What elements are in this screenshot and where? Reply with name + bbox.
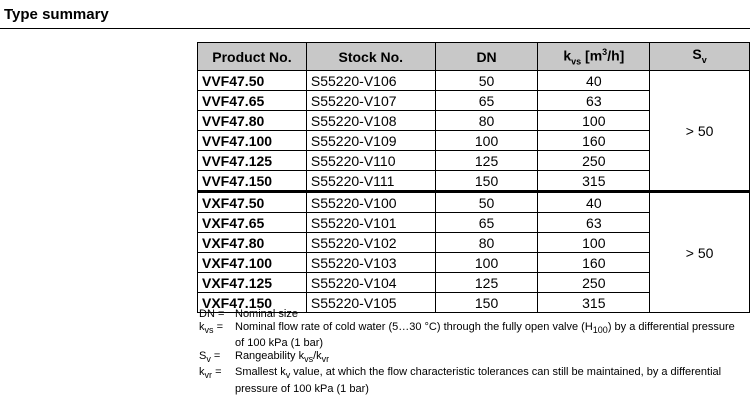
legend-sv xyxy=(199,350,735,366)
cell-dn: 150 xyxy=(435,293,538,313)
cell-kvs: 250 xyxy=(538,151,650,171)
legend-sv-term xyxy=(199,350,235,366)
legend-kvs-term-main: k xyxy=(199,321,205,333)
cell-dn: 50 xyxy=(435,71,538,91)
cell-dn: 65 xyxy=(435,213,538,233)
legend-kvr-term-sub: vr xyxy=(204,370,212,381)
cell-kvs: 315 xyxy=(538,293,650,313)
table-header-row xyxy=(198,43,750,71)
legend-kvr-def-sub: v xyxy=(285,370,291,381)
cell-kvs: 250 xyxy=(538,273,650,293)
cell-kvs: 40 xyxy=(538,71,650,91)
cell-dn: 80 xyxy=(435,233,538,253)
cell-product: VVF47.100 xyxy=(198,131,307,151)
legend-dn xyxy=(199,308,735,321)
cell-stock: S55220-V109 xyxy=(306,131,435,151)
header-kvs-main: k xyxy=(563,47,572,64)
type-summary-table xyxy=(197,42,750,313)
cell-stock: S55220-V103 xyxy=(306,253,435,273)
cell-kvs: 100 xyxy=(538,233,650,253)
header-kvs-sub: vs xyxy=(571,56,582,67)
header-kvs-unit-open: [m xyxy=(581,47,603,64)
cell-stock: S55220-V110 xyxy=(306,151,435,171)
header-product: Product No. xyxy=(198,43,307,71)
legend-kvr xyxy=(199,366,735,395)
header-sv xyxy=(650,43,750,71)
cell-dn: 50 xyxy=(435,192,538,213)
cell-sv: > 50 xyxy=(650,192,750,313)
legend-dn-term xyxy=(199,308,235,321)
cell-kvs: 100 xyxy=(538,111,650,131)
legend-kvs-def xyxy=(235,321,735,350)
page-title: Type summary xyxy=(4,6,109,23)
header-kvs-unit-sup: 3 xyxy=(602,47,608,57)
legend-dn-def: Nominal size xyxy=(235,308,298,320)
legend-kvr-def-a: Smallest k xyxy=(235,366,286,379)
cell-dn: 100 xyxy=(435,253,538,273)
cell-kvs: 40 xyxy=(538,192,650,213)
legend-kvr-term-main: k xyxy=(199,366,205,379)
cell-dn: 100 xyxy=(435,131,538,151)
cell-kvs: 160 xyxy=(538,253,650,273)
header-kvs-unit-close: /h] xyxy=(607,47,625,64)
header-sv-main: S xyxy=(692,45,702,62)
cell-product: VXF47.150 xyxy=(198,293,307,313)
legend-sv-def-sub2: vr xyxy=(321,354,330,365)
cell-product: VXF47.65 xyxy=(198,213,307,233)
legend-sv-def-mid: /k xyxy=(313,350,322,363)
cell-stock: S55220-V105 xyxy=(306,293,435,313)
cell-kvs: 63 xyxy=(538,213,650,233)
cell-kvs: 63 xyxy=(538,91,650,111)
table-row xyxy=(198,192,750,213)
legend-kvr-eq: = xyxy=(215,366,222,379)
cell-product: VVF47.50 xyxy=(198,71,307,91)
legend-dn-term-text: DN xyxy=(199,308,215,320)
legend-sv-term-sub: v xyxy=(206,354,211,365)
table-body xyxy=(198,71,750,313)
legend-kvs-def-b: ) by a differential pressure of 100 kPa (1 bar) xyxy=(235,321,735,350)
cell-stock: S55220-V102 xyxy=(306,233,435,253)
cell-stock: S55220-V108 xyxy=(306,111,435,131)
cell-stock: S55220-V101 xyxy=(306,213,435,233)
legend-sv-eq: = xyxy=(213,350,221,363)
cell-kvs: 315 xyxy=(538,171,650,192)
legend-sv-def-sub1: vs xyxy=(304,354,314,365)
header-sv-sub: v xyxy=(701,54,707,65)
legend xyxy=(199,308,735,396)
legend-kvs-def-a: Nominal flow rate of cold water (5…30 °C) through the fully open valve (H xyxy=(235,321,593,333)
legend-kvr-term xyxy=(199,366,235,395)
cell-product: VVF47.125 xyxy=(198,151,307,171)
cell-product: VVF47.150 xyxy=(198,171,307,192)
legend-sv-def xyxy=(235,350,735,366)
cell-product: VXF47.50 xyxy=(198,192,307,213)
legend-sv-term-main: S xyxy=(199,350,207,363)
legend-kvr-def-b: value, at which the flow characteristic tolerances can still be maintained, by a differential pressure of 100 kPa (1 bar) xyxy=(235,366,722,395)
cell-sv: > 50 xyxy=(650,71,750,192)
cell-product: VVF47.65 xyxy=(198,91,307,111)
legend-dn-eq: = xyxy=(217,308,225,320)
legend-kvs xyxy=(199,321,735,350)
header-stock: Stock No. xyxy=(306,43,435,71)
cell-dn: 150 xyxy=(435,171,538,192)
header-kvs xyxy=(538,43,650,71)
cell-kvs: 160 xyxy=(538,131,650,151)
legend-kvs-term xyxy=(199,321,235,350)
cell-product: VXF47.80 xyxy=(198,233,307,253)
legend-sv-def-a: Rangeability k xyxy=(235,350,305,363)
cell-stock: S55220-V104 xyxy=(306,273,435,293)
title-divider xyxy=(0,28,750,29)
header-dn: DN xyxy=(435,43,538,71)
cell-dn: 80 xyxy=(435,111,538,131)
cell-product: VVF47.80 xyxy=(198,111,307,131)
cell-dn: 65 xyxy=(435,91,538,111)
legend-kvs-def-sub: 100 xyxy=(592,325,608,336)
legend-kvr-def xyxy=(235,366,735,395)
cell-stock: S55220-V100 xyxy=(306,192,435,213)
cell-dn: 125 xyxy=(435,151,538,171)
table-row xyxy=(198,71,750,91)
cell-product: VXF47.100 xyxy=(198,253,307,273)
cell-dn: 125 xyxy=(435,273,538,293)
cell-stock: S55220-V111 xyxy=(306,171,435,192)
legend-kvs-term-sub: vs xyxy=(204,325,214,336)
legend-kvs-eq: = xyxy=(216,321,223,333)
cell-stock: S55220-V106 xyxy=(306,71,435,91)
cell-stock: S55220-V107 xyxy=(306,91,435,111)
cell-product: VXF47.125 xyxy=(198,273,307,293)
